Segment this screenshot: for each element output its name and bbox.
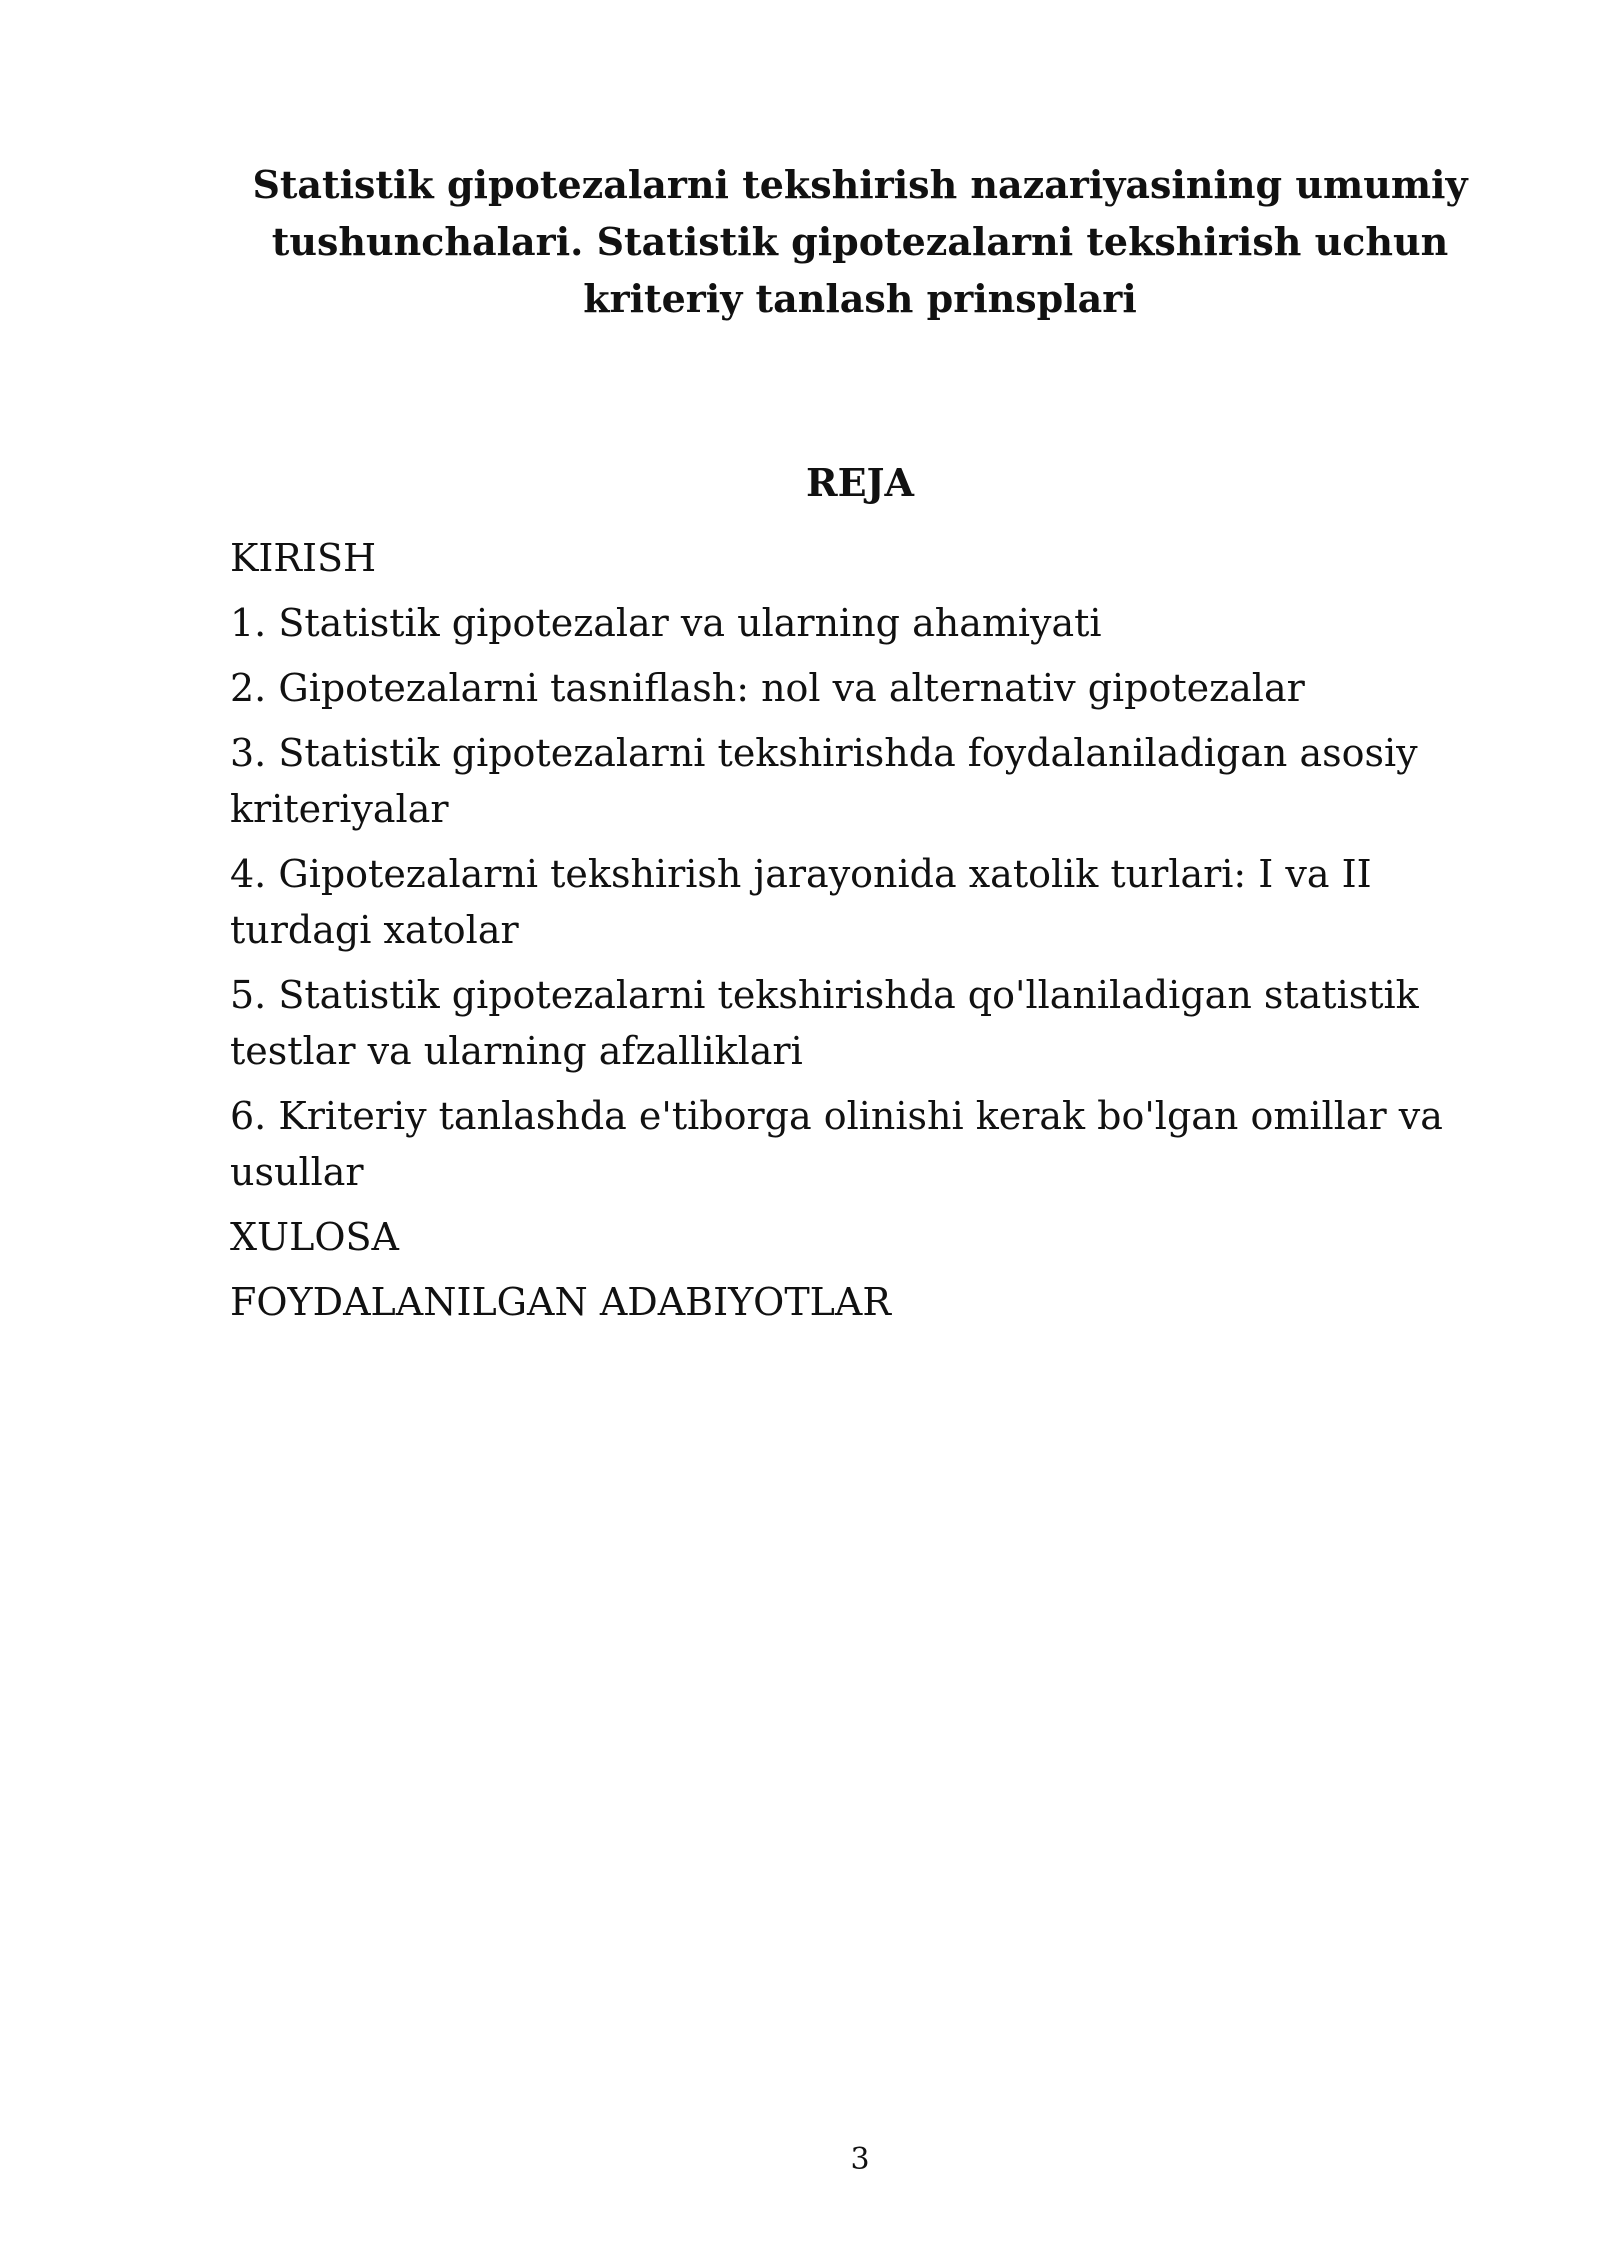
- toc-item-6: 6. Kriteriy tanlashda e'tiborga olinishi kerak bo'lgan omillar va usullar: [230, 1094, 1443, 1194]
- toc-item-1: 1. Statistik gipotezalar va ularning ahamiyati: [230, 601, 1102, 645]
- toc-list: [230, 530, 1490, 1339]
- toc-item-references: FOYDALANILGAN ADABIYOTLAR: [230, 1280, 891, 1324]
- page-number: 3: [850, 2142, 870, 2177]
- toc-item-2: 2. Gipotezalarni tasniflash: nol va alternativ gipotezalar: [230, 666, 1305, 710]
- toc-item-4: 4. Gipotezalarni tekshirish jarayonida xatolik turlari: I va II turdagi xatolar: [230, 852, 1372, 952]
- document-title: Statistik gipotezalarni tekshirish nazariyasining umumiy tushunchalari. Statistik gipotezalarni tekshirish uchun kriteriy tanlash prinsplari: [252, 162, 1468, 321]
- toc-item-conclusion: XULOSA: [230, 1215, 399, 1259]
- toc-item-3: 3. Statistik gipotezalarni tekshirishda foydalaniladigan asosiy kriteriyalar: [230, 731, 1418, 831]
- toc-heading: REJA: [805, 460, 914, 505]
- toc-item-5: 5. Statistik gipotezalarni tekshirishda qo'llaniladigan statistik testlar va ularning afzalliklari: [230, 973, 1419, 1073]
- toc-item-intro: KIRISH: [230, 536, 377, 580]
